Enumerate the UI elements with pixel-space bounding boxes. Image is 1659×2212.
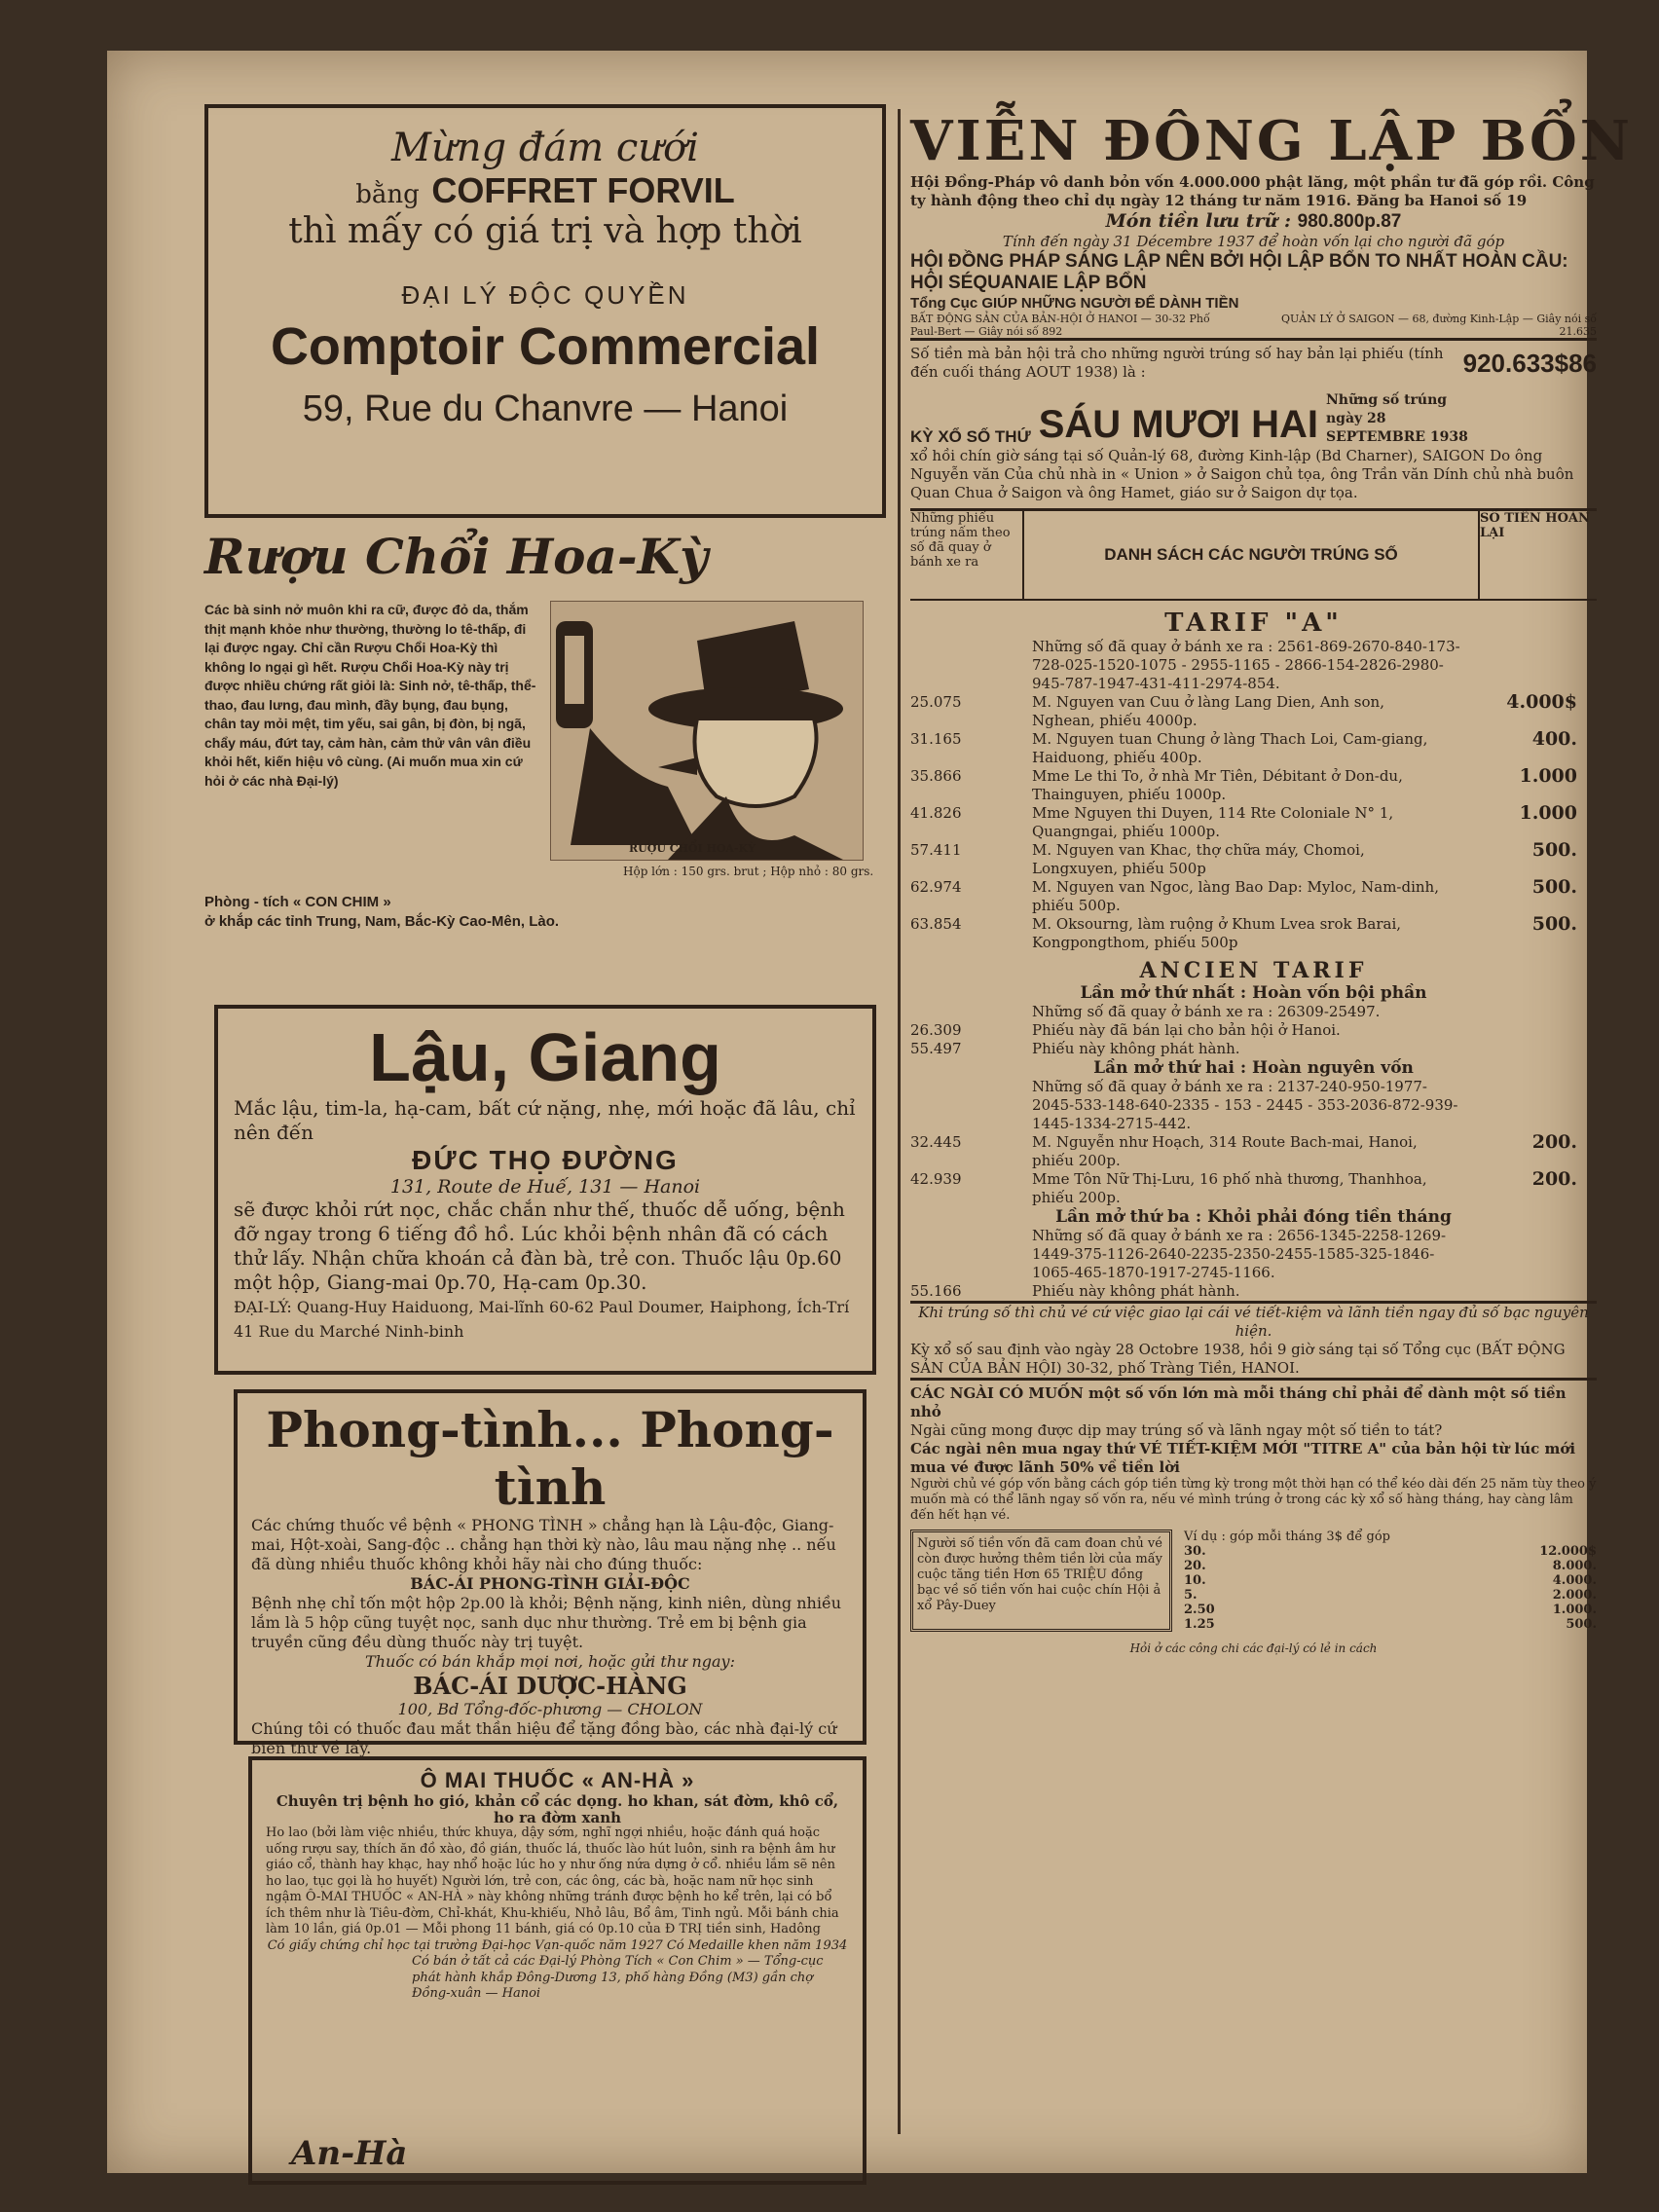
forvil-agent: ĐẠI LÝ ĐỘC QUYỀN: [401, 280, 689, 310]
phong-body1: Các chứng thuốc về bệnh « PHONG TÌNH » chẳng hạn là Lậu-độc, Giang-mai, Hột-xoài, Sang-độc .. chẳng hạn thời kỳ nào, lâu mau nặng nhẹ .. nếu đã dùng nhiều thuốc không khỏi hãy nài cho đúng thuốc:: [251, 1516, 836, 1573]
vd-promo1: CÁC NGÀI CÓ MUỐN một số vốn lớn mà mỗi tháng chỉ phải để dành một số tiền nhỏ: [910, 1384, 1567, 1420]
newspaper-page: [107, 51, 1633, 2173]
example-capital: 12.000$: [1539, 1544, 1597, 1559]
refund-amount: 400.: [1531, 728, 1577, 750]
vd-paid-text: Số tiền mà bản hội trả cho những người trúng số hay bản lại phiếu (tính đến cuối tháng AOUT 1938) là :: [910, 345, 1444, 381]
vd-footer: Hỏi ở các công chi các đại-lý có lẻ in cách: [1129, 1641, 1378, 1655]
winner-details: Phiếu này không phát hành.: [1032, 1282, 1240, 1300]
omai-title: Ô MAI THUỐC « AN-HÀ »: [420, 1768, 695, 1792]
ticket-number: 31.165: [910, 730, 962, 748]
vd-note1: Khi trúng số thì chủ vé cứ việc giao lại cái vé tiết-kiệm và lãnh tiền ngay đủ số bạc nguyên hiện.: [918, 1304, 1589, 1340]
forvil-brand: COFFRET FORVIL: [431, 170, 735, 210]
second-row: [910, 1170, 1597, 1207]
example-monthly: 5.: [1184, 1588, 1198, 1603]
winner-details: M. Nguyen tuan Chung ở làng Thach Loi, Cam-giang, Haiduong, phiếu 400p.: [1032, 730, 1428, 766]
third-row: [910, 1282, 1597, 1301]
forvil-line3: thì mấy có giá trị và hợp thời: [288, 211, 802, 251]
example-row: [1184, 1559, 1597, 1573]
refund-amount: [1441, 1040, 1597, 1058]
example-monthly: 10.: [1184, 1573, 1206, 1588]
ruou-footer1: Phòng - tích « CON CHIM »: [204, 894, 391, 910]
winner-details: Mme Tôn Nữ Thị-Lưu, 16 phố nhà thương, Thanhhoa, phiếu 200p.: [1032, 1170, 1427, 1206]
example-capital: 8.000.: [1552, 1559, 1597, 1573]
refund-amount: 200.: [1531, 1131, 1577, 1153]
phong-body4: Chúng tôi có thuốc đau mắt thần hiệu để tặng đồng bào, các nhà đại-lý cứ biên thư về lấy.: [251, 1719, 837, 1757]
refund-amount: 1.000: [1519, 765, 1577, 787]
lau-intro: Mắc lậu, tim-la, hạ-cam, bất cứ nặng, nhẹ, mới hoặc đã lâu, chỉ nên đến: [234, 1096, 856, 1144]
bottle-label: RƯỢU CHỔI HOA-KỲ: [629, 842, 756, 855]
ticket-number: 35.866: [910, 767, 962, 785]
refund-amount: 500.: [1531, 913, 1577, 935]
rule-4: [910, 1378, 1597, 1381]
winner-details: M. Nguyen van Khac, thợ chữa máy, Chomoi, Longxuyen, phiếu 500p: [1032, 841, 1365, 877]
third-numbers: Những số đã quay ở bánh xe ra : 2656-1345-2258-1269-1449-375-1126-2640-2235-2350-2455-1585-325-1846-1065-465-1870-1917-2745-1166.: [1032, 1227, 1447, 1281]
ticket-number: 42.939: [910, 1170, 962, 1188]
winner-details: M. Nguyen van Ngoc, làng Bao Dap: Myloc, Nam-dinh, phiếu 500p.: [1032, 878, 1439, 914]
omai-body: Ho lao (bởi làm việc nhiều, thức khuya, dậy sớm, nghĩ ngợi nhiều, hoặc đánh quá hoặc uống rượu say, thích ăn đồ xào, đồ gián, thuốc lá, thuốc lào hút luôn, sinh ra bệnh âm hư giáo cổ, thành hay khạc, hay nhổ hoặc lúc ho y như ống nứa dựng ở cổ. nhiều lắm sẽ nên ho lao, tục gọi là ho huyết) Người lớn, trẻ con, các ông, các bà, hoặc nam nữ học sinh ngậm Ô-MAI THUỐC « AN-HÀ » này không những tránh được bệnh ho kể trên, lại có bổ ích thêm như là Tiêu-đờm, Chỉ-khát, Khu-khiếu, Nhỏ lâu, Bổ âm, Tinh ngủ. Mỗi bánh chia làm 10 lần, giá 0p.01 — Mỗi phong 11 bánh, giá có 0p.10 của Đ TRỊ tiền sinh, Hadông: [266, 1825, 839, 1936]
col-header-numbers: Những phiếu trúng nấm theo số đã quay ở bánh xe ra: [910, 511, 1024, 599]
first-row: [910, 1040, 1597, 1058]
col-header-amounts: SỐ TIỀN HOÀN LẠI: [1478, 511, 1597, 599]
ticket-number: 26.309: [910, 1021, 962, 1039]
winner-details: Phiếu này đã bán lại cho bản hội ở Hanoi.: [1032, 1021, 1341, 1039]
column-divider: [898, 109, 901, 2134]
tarif-a-row: [910, 804, 1597, 841]
refund-amount: 200.: [1531, 1168, 1577, 1190]
phong-body3: Thuốc có bán khắp mọi nơi, hoặc gửi thư ngay:: [365, 1652, 735, 1671]
refund-amount: 500.: [1531, 876, 1577, 898]
third-rows: [910, 1282, 1597, 1301]
vd-promo-box: Người số tiền vốn đã cam đoan chủ vé còn được hưởng thêm tiền lời của mấy cuộc tăng tiền Hơn 65 TRIỆU đồng bạc về số tiền vốn hai cuộc chín Hội ả xổ Pây-Duey: [910, 1530, 1172, 1632]
winner-details: Phiếu này không phát hành.: [1032, 1040, 1240, 1057]
example-capital: 4.000.: [1552, 1573, 1597, 1588]
ruou-footer2: ở khắp các tỉnh Trung, Nam, Bắc-Kỳ Cao-Mên, Lào.: [204, 913, 560, 930]
ticket-number: 32.445: [910, 1133, 962, 1151]
example-row: [1184, 1603, 1597, 1617]
vd-reserve-label: Món tiền lưu trữ :: [1105, 210, 1291, 232]
forvil-address: 59, Rue du Chanvre — Hanoi: [302, 388, 789, 429]
vd-p3: HỘI ĐỒNG PHÁP SÁNG LẬP NÊN BỞI HỘI LẬP BỔN TO NHẤT HOÀN CẦU: HỘI SÉQUANAIE LẬP BỔN: [910, 251, 1568, 293]
ruou-sizes: Hộp lớn : 150 grs. brut ; Hộp nhỏ : 80 grs.: [623, 865, 874, 878]
example-capital: 500.: [1566, 1617, 1597, 1632]
ticket-number: 41.826: [910, 804, 962, 822]
vd-p6: QUẢN LÝ Ở SAIGON — 68, đường Kinh-Lập — Giây nói số 21.635: [1280, 313, 1597, 338]
uncle-sam-drawing: [551, 602, 863, 860]
tarif-a-row: [910, 730, 1597, 767]
ticket-number: 25.075: [910, 693, 962, 711]
phong-title: Phong-tình... Phong-tình: [266, 1401, 834, 1516]
lau-title: Lậu, Giang: [369, 1019, 721, 1095]
vd-promo4: Người chủ vé góp vốn bằng cách góp tiền từng kỳ trong một thời hạn có thể kéo dài đến 25 năm tùy theo ý muốn mà có thể lãnh ngay số vốn ra, nếu vé mình trúng ở trong các kỳ xổ số hàng tháng, hay càng lâm đến hết hạn vé.: [910, 1477, 1597, 1523]
example-monthly: 20.: [1184, 1559, 1206, 1573]
tarif-a-row: [910, 767, 1597, 804]
uncle-sam-illustration: [550, 601, 864, 861]
tarif-a-row: [910, 693, 1597, 730]
example-monthly: 1.25: [1184, 1617, 1215, 1632]
ruou-title: Rượu Chổi Hoa-Kỳ: [204, 528, 709, 585]
vd-p2: Tính đến ngày 31 Décembre 1937 để hoàn vốn lại cho người đã góp: [1002, 233, 1505, 250]
ticket-number: 55.497: [910, 1040, 962, 1057]
vd-p5: BẤT ĐỘNG SẢN CỦA BẢN-HỘI Ở HANOI — 30-32 Phố Paul-Bert — Giây nói số 892: [910, 313, 1210, 338]
first-rows: [910, 1021, 1597, 1058]
ancien-title: ANCIEN TARIF: [1139, 958, 1368, 983]
o-mai-ad: [248, 1756, 866, 2185]
example-monthly: 2.50: [1184, 1603, 1215, 1617]
refund-amount: [1441, 1021, 1597, 1040]
second-row: [910, 1133, 1597, 1170]
example-monthly: 30.: [1184, 1544, 1206, 1559]
example-row: [1184, 1573, 1597, 1588]
lau-body: sẽ được khỏi rứt nọc, chắc chắn như thế, thuốc dễ uống, bệnh đỡ ngay trong 6 tiếng đồ hồ. Lúc khỏi bệnh nhân đã có cách thử lấy. Nhận chữa khoán cả đàn bà, trẻ con. Thuốc lậu 0p.60 một hộp, Giang-mai 0p.70, Hạ-cam 0p.30.: [234, 1198, 845, 1294]
refund-amount: [1441, 1282, 1597, 1301]
vd-paid-value: 920.633$86: [1462, 348, 1597, 378]
vd-promo-bottom: [910, 1530, 1597, 1632]
ruou-body: Các bà sinh nở muôn khi ra cữ, được đỏ da, thắm thịt mạnh khỏe như thường, thường lo tê-thấp, đi lại được ngay. Chỉ cần Rượu Chổi Hoa-Kỳ thì không lo ngại gì hết. Rượu Chổi Hoa-Kỳ này trị được nhiều chứng rất giỏi là: Sinh nở, tê-thấp, thể-thao, đau lưng, đau mình, đầy bụng, đau bụng, chân tay mỏi mệt, tim yếu, sai gân, bị đòn, bị ngã, chẩy máu, đứt tay, cảm hàn, cảm thử vân vân điều khỏi hết, kiến hiệu vô cùng. (Ai muốn mua xin cứ hỏi ở các nhà Đại-lý): [204, 602, 536, 789]
second-title: Lần mở thứ hai : Hoàn nguyên vốn: [1093, 1058, 1414, 1078]
winner-details: Mme Le thi To, ở nhà Mr Tiên, Débitant ở Don-du, Thainguyen, phiếu 1000p.: [1032, 767, 1403, 803]
ticket-number: 62.974: [910, 878, 962, 896]
ticket-number: 57.411: [910, 841, 962, 859]
vd-reserve-value: 980.800p.87: [1297, 211, 1402, 232]
example-row: [1184, 1588, 1597, 1603]
lau-giang-ad: [214, 1005, 876, 1375]
winner-details: M. Nguyễn như Hoạch, 314 Route Bach-mai, Hanoi, phiếu 200p.: [1032, 1133, 1418, 1169]
col-header-names: DANH SÁCH CÁC NGƯỜI TRÚNG SỐ: [1104, 545, 1398, 564]
vd-p1: Hội Đồng-Pháp vô danh bỏn vốn 4.000.000 phật lăng, một phần tư đã góp rồi. Công ty hành động theo chỉ dụ ngày 12 tháng tư năm 1916. Đăng ba Hanoi số 19: [910, 173, 1595, 209]
ticket-number: 55.166: [910, 1282, 962, 1300]
tarif-a-rows: [910, 693, 1597, 952]
lau-address: 131, Route de Huế, 131 — Hanoi: [389, 1176, 701, 1198]
example-capital: 1.000.: [1552, 1603, 1597, 1617]
ticket-number: 63.854: [910, 915, 962, 933]
rule-1: [910, 338, 1597, 341]
third-title: Lần mở thứ ba : Khỏi phải đóng tiền tháng: [1055, 1207, 1452, 1227]
tarif-a-row: [910, 878, 1597, 915]
second-numbers: Những số đã quay ở bánh xe ra : 2137-240-950-1977-2045-533-148-640-2335 - 153 - 2445 - 353-2036-872-939-1445-1334-2715-442.: [1032, 1078, 1458, 1132]
vd-example-label: Ví dụ : góp mỗi tháng 3$ để góp: [1184, 1530, 1390, 1544]
lau-shop: ĐỨC THỌ ĐƯỜNG: [412, 1145, 679, 1175]
tarif-a-numbers: Những số đã quay ở bánh xe ra : 2561-869-2670-840-173-728-025-1520-1075 - 2955-1165 - 2866-154-2826-2980-945-787-1947-431-411-2974-854.: [1032, 638, 1460, 692]
tarif-a-row: [910, 915, 1597, 952]
first-title: Lần mở thứ nhất : Hoàn vốn bội phần: [1080, 983, 1427, 1003]
vd-draw-title: SÁU MƯƠI HAI: [1038, 403, 1318, 446]
omai-body2: Có giấy chứng chỉ học tại trường Đại-học Vạn-quốc năm 1927 Có Medaille khen năm 1934: [267, 1937, 848, 1953]
refund-amount: 1.000: [1519, 802, 1577, 824]
omai-subtitle: Chuyên trị bệnh ho gió, khản cổ các dọng. ho khan, sát đờm, khô cổ, ho ra đờm xanh: [276, 1792, 839, 1826]
phong-body2: Bệnh nhẹ chỉ tốn một hộp 2p.00 là khỏi; Bệnh nặng, kinh niên, dùng nhiều lắm là 5 hộp cũng tuyệt nọc, sanh dục như thường. Trẻ em bị bệnh gia truyền cũng đều dùng thuốc này trị tuyệt.: [251, 1594, 842, 1651]
vd-p4: Tổng Cục GIÚP NHỮNG NGƯỜI ĐỂ DÀNH TIỀN: [910, 295, 1239, 312]
omai-body3: Có bán ở tất cả các Đại-lý Phòng Tích « Con Chim » — Tổng-cục phát hành khắp Đông-Dương 13, phố hàng Đồng (M3) gần chợ Đồng-xuân — Hanoi: [412, 1954, 824, 2001]
forvil-ad: [204, 104, 886, 518]
example-row: [1184, 1617, 1597, 1632]
phong-shop: BÁC-ÁI DƯỢC-HÀNG: [413, 1672, 687, 1700]
vd-paid: [910, 345, 1597, 382]
refund-amount: 500.: [1531, 839, 1577, 861]
vd-draw-header: [910, 391, 1597, 447]
vd-example-rows: [1184, 1544, 1597, 1632]
vd-draw-date: Những số trúng ngày 28 SEPTEMBRE 1938: [1326, 392, 1468, 445]
winner-details: M. Nguyen van Cuu ở làng Lang Dien, Anh son, Nghean, phiếu 4000p.: [1032, 693, 1384, 729]
omai-brand: An-Hà: [291, 2134, 408, 2173]
example-capital: 2.000.: [1552, 1588, 1597, 1603]
vd-example: [1172, 1530, 1597, 1632]
vd-reserve: [910, 210, 1597, 233]
vd-promo3: Các ngài nên mua ngay thứ VÉ TIẾT-KIỆM MỚI "TITRE A" của bản hội từ lúc mới mua vé được lãnh 50% về tiền lời: [910, 1440, 1576, 1476]
vien-dong-title: VIỄN ĐÔNG LẬP BỔN: [910, 109, 1633, 173]
phong-tinh-ad: [234, 1389, 866, 1757]
lau-agents: ĐẠI-LÝ: Quang-Huy Haiduong, Mai-lĩnh 60-62 Paul Doumer, Haiphong, Ích-Trí 41 Rue du Marché Ninh-binh: [234, 1298, 850, 1341]
phong-drug: BÁC-ÁI PHONG-TÌNH GIẢI-ĐỘC: [410, 1574, 690, 1593]
phong-address: 100, Bd Tổng-đốc-phương — CHOLON: [397, 1700, 703, 1718]
refund-amount: 4.000$: [1506, 691, 1577, 713]
right-column: [910, 109, 1633, 1655]
forvil-company: Comptoir Commercial: [270, 317, 821, 376]
tarif-a-title: TARIF "A": [1164, 608, 1343, 638]
forvil-line1: Mừng đám cưới: [391, 126, 699, 170]
ruou-footer: [204, 893, 886, 932]
winner-details: Mme Nguyen thi Duyen, 114 Rte Coloniale N° 1, Quangngai, phiếu 1000p.: [1032, 804, 1394, 840]
first-row: [910, 1021, 1597, 1040]
vd-offices: [910, 313, 1597, 338]
winner-details: M. Oksourng, làm ruộng ở Khum Lvea srok Barai, Kongpongthom, phiếu 500p: [1032, 915, 1402, 951]
example-row: [1184, 1544, 1597, 1559]
tarif-a-row: [910, 841, 1597, 878]
vd-promo2: Ngài cũng mong được dịp may trúng số và lãnh ngay một số tiền to tát?: [910, 1421, 1443, 1439]
table-header: [910, 511, 1597, 601]
forvil-prefix: bằng: [355, 180, 420, 209]
vd-draw-body: xổ hồi chín giờ sáng tại số Quản-lý 68, đường Kinh-lập (Bd Charner), SAIGON Do ông Nguyễn văn Của chủ nhà in « Union » ở Saigon chủ tọa, ông Trần văn Dính chủ nhà buôn Quan Chua ở Saigon và ông Hamet, giáo sư ở Saigon dự tọa.: [910, 447, 1574, 501]
forvil-line2: [228, 170, 863, 211]
vd-note2: Kỳ xổ số sau định vào ngày 28 Octobre 1938, hồi 9 giờ sáng tại số Tổng cục (BẤT ĐỘNG SẢN CỦA BẢN HỘI) 30-32, phố Tràng Tiền, HANOI.: [910, 1341, 1566, 1377]
vd-draw-prefix: KỲ XỔ SỐ THỨ: [910, 427, 1031, 446]
ruou-choi-ad: [204, 528, 886, 941]
second-rows: [910, 1133, 1597, 1207]
first-numbers: Những số đã quay ở bánh xe ra : 26309-25497.: [1032, 1003, 1381, 1020]
